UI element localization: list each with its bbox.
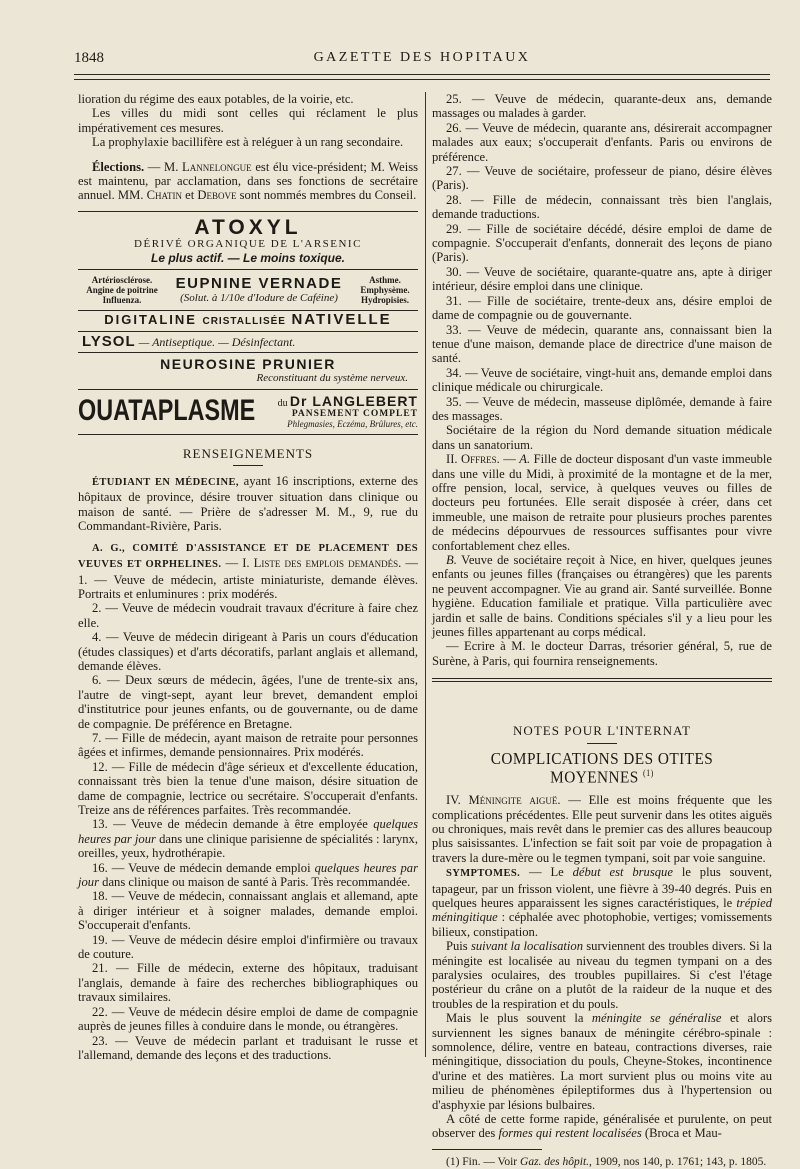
ad-neurosine: NEUROSINE PRUNIER Reconstituant du système nerveux. <box>78 353 418 390</box>
right-column <box>432 92 772 1169</box>
paragraph-ag: A. G., COMITÉ D'ASSISTANCE ET DE PLACEMENT DES VEUVES ET ORPHELINES. — I. Liste des emplois demandés. — 1. — Veuve de médecin, artiste miniaturiste, demande élèves. Portraits et enluminures : prix modérés. <box>78 542 419 601</box>
paragraph: La prophylaxie bacillifère est à reléguer à un rang secondaire. <box>92 135 404 150</box>
list-item: 19. — Veuve de médecin désire emploi d'infirmière ou travaux de couture. <box>78 932 418 962</box>
list-item: 30. — Veuve de sociétaire, quarante-quatre ans, apte à diriger intérieur, désire emploi dans une clinique. <box>432 264 772 294</box>
list-item: 31. — Fille de sociétaire, trente-deux ans, désire emploi de dame de compagnie ou de gouvernante. <box>432 293 772 323</box>
list-item: 7. — Fille de médecin, ayant maison de retraite pour personnes âgées et infirmes, demande pensionnaires. Prix modérés. <box>78 730 418 760</box>
paragraph-mais: Mais le plus souvent la méningite se généralise et alors surviennent les signes banaux de méningite cérébro-spinale : somnolence, délire, ventre en bateau, contractions diverses, raie méningitique, dissociation du pouls, Cheyne-Stokes, incontinence d'urine et des matières. La mort survient plus ou moins vite au milieu de phénomènes épileptiformes dus à l'hypertension ou d'asphyxie par lésions bulbaires. <box>432 1011 772 1112</box>
ad-eupnine-left: Artériosclérose. Angine de poitrine Influenza. <box>86 274 158 305</box>
list-item: 35. — Veuve de médecin, masseuse diplômée, demande à faire des massages. <box>432 394 772 423</box>
article-title: COMPLICATIONS DES OTITES MOYENNES $^{(1)}$ <box>490 748 714 787</box>
ad-eupnine-name: EUPNINE VERNADE <box>175 274 343 292</box>
footnote-ref: (1) <box>643 768 654 779</box>
column-divider <box>425 92 426 1057</box>
list-item: 34. — Veuve de sociétaire, vingt-huit ans, demande emploi dans clinique médicale ou chirurgicale. <box>432 365 772 395</box>
ad-ouataplasme: OUATAPLASME du Dr LANGLEBERT PANSEMENT COMPLET Phlegmasies, Eczéma, Brûlures, etc. <box>78 390 418 435</box>
header-rule <box>74 74 770 80</box>
list-item: 16. — Veuve de médecin demande emploi quelques heures par jour dans clinique ou maison de santé à Paris. Très recommandée. <box>78 860 418 890</box>
ad-atoxyl-subtitle: DÉRIVÉ ORGANIQUE DE L'ARSENIC <box>134 237 362 250</box>
section-rule <box>432 678 772 682</box>
paragraph-offres: II. Offres. — A. Fille de docteur disposant d'un vaste immeuble dans une ville du Midi, à proximité de la montagne et de la mer, offre pension, local, service, à quelques veuves ou filles de docteurs peu fortunées. Elle serait disposée à créer, dans cet immeuble, une maison de retraite pour plusieurs proches parentes de médecins dépourvues de ressources suffisantes pour vivre confortablement chez elles. <box>432 452 772 553</box>
page-header <box>74 50 770 72</box>
elections-paragraph: Élections. — M. Lannelongue est élu vice-président; M. Weiss est maintenu, par acclamation, dans ses fonctions de secrétaire annuel. MM. Chatin et Debove sont nommés membres du Conseil. <box>78 159 418 203</box>
paragraph: Les villes du midi sont celles qui réclament le plus impérativement ces mesures. <box>78 106 418 135</box>
ad-eupnine-formula: (Solut. à 1/10e d'Iodure de Caféine) <box>180 291 338 304</box>
left-column <box>78 92 418 1062</box>
short-rule <box>233 465 263 466</box>
list-item: 23. — Veuve de médecin parlant et traduisant le russe et l'allemand, demande des leçons et des traductions. <box>78 1033 418 1062</box>
paragraph-etudiant: ÉTUDIANT EN MÉDECINE, ayant 16 inscriptions, externe des hôpitaux de province, désire trouver situation dans clinique ou maison de santé. — Prière de s'adresser M. M., 9, rue du Commandant-Rivière, Paris. <box>78 474 418 534</box>
list-item: 4. — Veuve de médecin dirigeant à Paris un cours d'éducation (études classiques) et d'arts décoratifs, parlant anglais et allemand, demande élèves. <box>78 630 418 673</box>
running-title: GAZETTE DES HOPITAUX <box>313 50 531 65</box>
ad-atoxyl <box>78 212 418 270</box>
paragraph-puis: Puis suivant la localisation surviennent des troubles divers. Si la méningite est localisée au niveau du tegmen tympani on a des paralysies oculaires, des troubles pupillaires. Si c'est l'étage postérieur du crâne on a plutôt de la raideur de la nuque et des troubles de la respiration et du pouls. <box>432 939 772 1011</box>
list-item: 28. — Fille de médecin, connaissant très bien l'anglais, demande traductions. <box>432 192 772 222</box>
list-item: 22. — Veuve de médecin désire emploi de dame de compagnie auprès de jeunes filles à conduire dans le monde, ou étrangères. <box>78 1004 418 1034</box>
list-item: 26. — Veuve de médecin, quarante ans, désirerait accompagner malades aux eaux; s'occuperait d'enfants. Paris ou environs de préférence. <box>432 120 772 164</box>
ad-eupnine <box>78 270 418 311</box>
footnote: (1) Fin. — Voir Gaz. des hôpit., 1909, nos 140, p. 1761; 143, p. 1805. <box>446 1155 767 1168</box>
ad-atoxyl-name: ATOXYL <box>194 215 302 239</box>
list-item: 21. — Fille de médecin, externe des hôpitaux, traduisant l'anglais, demande à faire des recherches bibliographiques ou travaux similaires. <box>78 961 418 1005</box>
list-item: 18. — Veuve de médecin, connaissant anglais et allemand, apte à diriger intérieur et à soigner malades, demande emploi. S'occuperait d'enfants. <box>78 889 418 933</box>
ad-lysol: LYSOL — Antiseptique. — Désinfectant. <box>78 332 418 352</box>
list-item: 27. — Veuve de sociétaire, professeur de piano, désire élèves (Paris). <box>432 164 772 193</box>
list-item: Sociétaire de la région du Nord demande situation médicale dans un sanatorium. <box>432 423 772 452</box>
page-number: 1848 <box>74 50 104 66</box>
ad-eupnine-right: Asthme. Emphysème. Hydropisies. <box>360 274 410 305</box>
paragraph-offre-b: B. Veuve de sociétaire reçoit à Nice, en hiver, quelques jeunes enfants ou jeunes filles (françaises ou étrangères) que les parents ne peuvent accompagner. Vie au grand air. Santé surveillée. Bonne hygiène. Education familiale et pratique. Villa particulière avec jardin et salle de bains. Conditions spéciales s'il y a lieu pour les jeunes filles appartenant au corps médical. <box>432 553 772 640</box>
paragraph-acote: A côté de cette forme rapide, généralisée et purulente, on peut observer des formes qui restent localisées (Broca et Mau- <box>432 1112 772 1141</box>
short-rule <box>587 743 617 744</box>
paragraph-symptomes: SYMPTOMES. — Le début est brusque le plus souvent, tapageur, par un frisson violent, une fièvre à 39-40 degrés. Puis en quelques heures apparaissent les signes caractéristiques, le trépied méningitique : céphalée avec photophobie, vertiges; vomissements bilieux, constipation. <box>432 865 772 939</box>
paragraph: lioration du régime des eaux potables, de la voirie, etc. <box>78 92 354 106</box>
list-item: 12. — Fille de médecin d'âge sérieux et d'excellente éducation, connaissant très bien la tenue d'une maison, désire situation de dame de compagnie, lectrice ou secrétaire. S'occuperait d'enfants. Treize ans de références parfaites. Très recommandée. <box>78 759 418 817</box>
elections-label: Élections. <box>92 159 145 174</box>
ad-ouataplasme-name: OUATAPLASME <box>78 394 256 428</box>
list-item: 2. — Veuve de médecin voudrait travaux d'écriture à faire chez elle. <box>78 601 418 630</box>
list-item: 6. — Deux sœurs de médecin, âgées, l'une de trente-six ans, l'autre de vingt-sept, ayant leur brevet, demandent emploi d'institutrice pour jeunes enfants, ou de gouvernante, ou de dame de compagnie. De préférence en Bretagne. <box>78 673 418 731</box>
ad-digitaline: DIGITALINE CRISTALLISÉE NATIVELLE <box>78 311 418 332</box>
ad-atoxyl-tagline: Le plus actif. — Le moins toxique. <box>150 250 346 265</box>
list-item: 29. — Fille de sociétaire décédé, désire emploi de dame de compagnie. S'occuperait d'enfants, donnerait des leçons de piano (Paris). <box>432 221 772 265</box>
advertisements <box>78 211 418 435</box>
paragraph-meningite: IV. Méningite aiguë. — Elle est moins fréquente que les complications précédentes. Elle peut survenir dans les otites aiguës ou chroniques, mais revêt dans le premier cas des allures beaucoup plus saisissantes. L'infection se fait soit par voie de propagation à travers la dure-mère ou le tegmen tympani, soit par voie sanguine. <box>432 793 772 865</box>
list-item: 33. — Veuve de médecin, quarante ans, connaissant bien la tenue d'une maison, demande place de directrice d'une maison de santé. <box>432 322 772 366</box>
section-title-renseignements: RENSEIGNEMENTS <box>182 445 314 461</box>
section-title-notes: NOTES POUR L'INTERNAT <box>513 723 691 739</box>
paragraph-ecrire: — Ecrire à M. le docteur Darras, trésorier général, 5, rue de Surène, à Paris, qui fournira renseignements. <box>432 639 772 668</box>
list-item: 25. — Veuve de médecin, quarante-deux ans, demande massages ou malades à garder. <box>432 92 772 121</box>
list-item: 13. — Veuve de médecin demande à être employée quelques heures par jour dans une clinique parisienne de spécialités : larynx, oreilles, yeux, hydrothérapie. <box>78 817 418 861</box>
